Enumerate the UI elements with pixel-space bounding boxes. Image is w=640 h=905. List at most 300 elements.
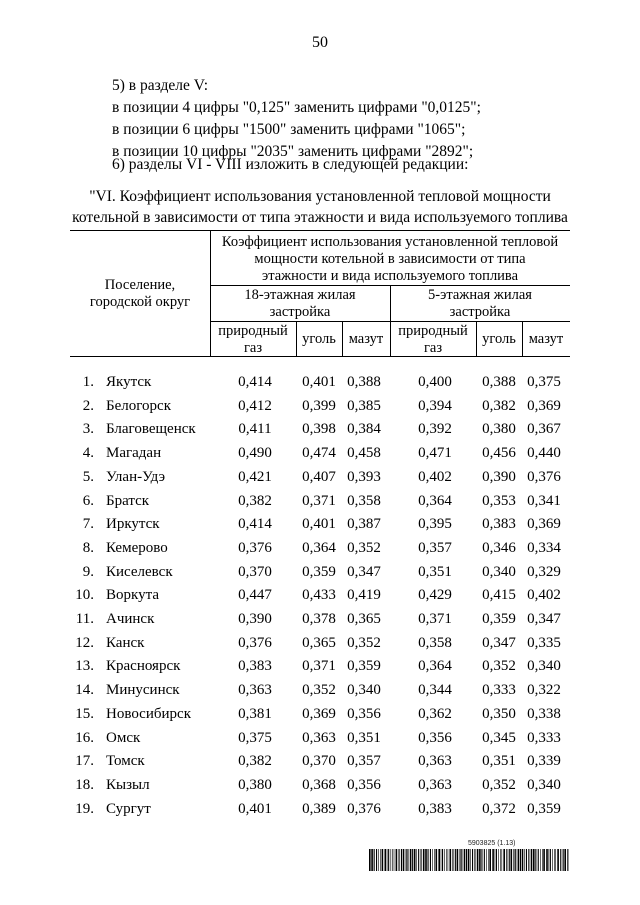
- row-value: 0,392: [418, 421, 452, 438]
- row-value: 0,456: [482, 445, 516, 462]
- row-city: Омск: [106, 729, 141, 746]
- row-value: 0,359: [482, 611, 516, 627]
- table-row: [0, 753, 640, 777]
- row-value: 0,375: [527, 374, 561, 390]
- row-value: 0,367: [527, 421, 561, 438]
- barcode-icon: [369, 849, 570, 871]
- row-value: 0,351: [418, 563, 452, 580]
- row-city: Канск: [106, 634, 145, 651]
- row-value: 0,371: [302, 492, 336, 509]
- barcode-bar: [513, 849, 514, 871]
- barcode-bar: [554, 849, 555, 871]
- barcode-bar: [403, 849, 405, 871]
- barcode-bar: [378, 849, 379, 871]
- barcode-bar: [460, 849, 461, 871]
- row-value: 0,389: [302, 800, 336, 817]
- row-value: 0,387: [347, 516, 381, 533]
- barcode-bar: [567, 849, 568, 871]
- row-city: Воркута: [106, 587, 159, 604]
- barcode-bar: [524, 849, 525, 871]
- row-value: 0,356: [347, 776, 381, 793]
- row-value: 0,440: [527, 445, 561, 462]
- row-number: 8.: [82, 539, 94, 556]
- row-city: Якутск: [106, 374, 152, 390]
- row-value: 0,395: [418, 516, 452, 533]
- row-city: Новосибирск: [106, 705, 191, 722]
- table-row: [0, 374, 640, 398]
- barcode-bar: [477, 849, 479, 871]
- row-value: 0,351: [482, 753, 516, 770]
- group-18-floor-header: [210, 287, 390, 321]
- barcode-bar: [387, 849, 388, 871]
- barcode-bar: [461, 849, 462, 871]
- barcode-bar: [543, 849, 545, 871]
- row-value: 0,340: [482, 563, 516, 580]
- barcode-bar: [466, 849, 467, 871]
- barcode-bar: [526, 849, 527, 871]
- table-row: [0, 564, 640, 588]
- table-row: [0, 611, 640, 635]
- header-text-line: газ: [243, 340, 263, 356]
- row-number: 12.: [75, 634, 94, 651]
- barcode-bar: [563, 849, 564, 871]
- row-number: 19.: [75, 800, 94, 817]
- barcode-bar: [564, 849, 566, 871]
- table-row: [0, 730, 640, 754]
- row-number: 10.: [75, 587, 94, 604]
- row-number: 11.: [75, 611, 94, 627]
- barcode-bar: [442, 849, 443, 871]
- table-row: [0, 516, 640, 540]
- row-value: 0,370: [238, 563, 272, 580]
- row-value: 0,383: [418, 800, 452, 817]
- row-value: 0,364: [302, 539, 336, 556]
- barcode-bar: [489, 849, 491, 871]
- barcode-bar: [520, 849, 521, 871]
- row-value: 0,359: [302, 563, 336, 580]
- row-city: Кемерово: [106, 539, 168, 556]
- fuel-oil-header: мазут: [348, 331, 384, 347]
- barcode-bar: [434, 849, 435, 871]
- row-value: 0,401: [238, 800, 272, 817]
- barcode-bar: [414, 849, 416, 871]
- row-value: 0,352: [302, 682, 336, 699]
- row-value: 0,388: [482, 374, 516, 390]
- table-row: [0, 801, 640, 825]
- barcode-bar: [376, 849, 377, 871]
- row-value: 0,345: [482, 729, 516, 746]
- row-value: 0,398: [302, 421, 336, 438]
- barcode-bar: [503, 849, 505, 871]
- row-value: 0,333: [482, 682, 516, 699]
- barcode-bar: [470, 849, 471, 871]
- row-value: 0,369: [527, 397, 561, 414]
- row-value: 0,340: [347, 682, 381, 699]
- row-value: 0,407: [302, 468, 336, 485]
- row-value: 0,359: [347, 658, 381, 675]
- paragraph-line: 5) в разделе V:: [112, 77, 209, 94]
- row-value: 0,380: [238, 776, 272, 793]
- barcode-bar: [401, 849, 402, 871]
- row-number: 4.: [82, 445, 94, 462]
- header-text-line: застройка: [269, 304, 331, 320]
- barcode-bar: [540, 849, 541, 871]
- barcode-bar: [394, 849, 395, 871]
- barcode-bar: [518, 849, 520, 871]
- barcode-bar: [457, 849, 459, 871]
- barcode-bar: [464, 849, 466, 871]
- row-value: 0,414: [238, 516, 272, 533]
- row-value: 0,376: [238, 539, 272, 556]
- row-value: 0,351: [347, 729, 381, 746]
- table-row: [0, 421, 640, 445]
- barcode-bar: [492, 849, 494, 871]
- barcode-bar: [481, 849, 482, 871]
- row-value: 0,382: [238, 492, 272, 509]
- row-value: 0,402: [527, 587, 561, 604]
- table-row: [0, 445, 640, 469]
- barcode-bar: [531, 849, 533, 871]
- row-value: 0,356: [347, 705, 381, 722]
- row-value: 0,352: [347, 539, 381, 556]
- settlement-column-header: [70, 277, 210, 311]
- row-city: Белогорск: [106, 397, 171, 414]
- barcode-bar: [528, 849, 529, 871]
- row-value: 0,376: [347, 800, 381, 817]
- row-number: 2.: [82, 397, 94, 414]
- row-value: 0,340: [527, 776, 561, 793]
- barcode-bar: [500, 849, 501, 871]
- row-value: 0,399: [302, 397, 336, 414]
- row-value: 0,433: [302, 587, 336, 604]
- row-value: 0,390: [238, 611, 272, 627]
- row-number: 18.: [75, 776, 94, 793]
- barcode-bar: [406, 849, 407, 871]
- barcode-bar: [423, 849, 425, 871]
- row-number: 9.: [82, 563, 94, 580]
- barcode-bar: [474, 849, 475, 871]
- row-value: 0,471: [418, 445, 452, 462]
- table-row: [0, 635, 640, 659]
- row-value: 0,357: [347, 753, 381, 770]
- row-number: 7.: [82, 516, 94, 533]
- row-value: 0,353: [482, 492, 516, 509]
- row-value: 0,421: [238, 468, 272, 485]
- row-value: 0,376: [527, 468, 561, 485]
- barcode-bar: [441, 849, 442, 871]
- row-value: 0,402: [418, 468, 452, 485]
- row-value: 0,474: [302, 445, 336, 462]
- barcode-bar: [450, 849, 452, 871]
- row-number: 15.: [75, 705, 94, 722]
- table-row: [0, 469, 640, 493]
- row-value: 0,411: [238, 421, 272, 438]
- barcode-bar: [509, 849, 510, 871]
- row-value: 0,447: [238, 587, 272, 604]
- barcode-bar: [410, 849, 412, 871]
- barcode-bar: [371, 849, 373, 871]
- table-row: [0, 777, 640, 801]
- header-text-line: городской округ: [89, 294, 191, 310]
- barcode-bar: [407, 849, 408, 871]
- row-value: 0,372: [482, 800, 516, 817]
- row-number: 3.: [82, 421, 94, 438]
- group-5-floor-header: [390, 287, 570, 321]
- barcode-bar: [535, 849, 536, 871]
- barcode-bar: [385, 849, 387, 871]
- row-value: 0,362: [418, 705, 452, 722]
- row-value: 0,352: [482, 658, 516, 675]
- row-value: 0,371: [418, 611, 452, 627]
- row-city: Ачинск: [106, 611, 155, 627]
- row-value: 0,363: [418, 753, 452, 770]
- row-value: 0,338: [527, 705, 561, 722]
- row-number: 13.: [75, 658, 94, 675]
- table-top-border: [70, 230, 570, 231]
- row-value: 0,380: [482, 421, 516, 438]
- barcode-bar: [546, 849, 548, 871]
- barcode-bar: [436, 849, 438, 871]
- barcode-bar: [488, 849, 489, 871]
- row-value: 0,350: [482, 705, 516, 722]
- barcode-bar: [533, 849, 535, 871]
- barcode-bar: [538, 849, 539, 871]
- row-value: 0,363: [418, 776, 452, 793]
- barcode-bar: [452, 849, 453, 871]
- row-value: 0,369: [527, 516, 561, 533]
- barcode-bar: [560, 849, 561, 871]
- row-value: 0,352: [482, 776, 516, 793]
- row-value: 0,393: [347, 468, 381, 485]
- barcode-number: 5903825 (1.13): [468, 840, 516, 847]
- table-row: [0, 682, 640, 706]
- barcode-bar: [396, 849, 398, 871]
- fuel-gas-header: [210, 323, 296, 357]
- barcode-bar: [382, 849, 384, 871]
- barcode-bar: [448, 849, 449, 871]
- barcode-bar: [506, 849, 507, 871]
- table-divider: [210, 321, 570, 322]
- barcode-bar: [369, 849, 371, 871]
- row-value: 0,365: [347, 611, 381, 627]
- row-city: Иркутск: [106, 516, 160, 533]
- paragraph-line: 6) разделы VI - VIII изложить в следующей редакции:: [112, 156, 469, 173]
- row-value: 0,347: [527, 611, 561, 627]
- header-text-line: природный: [398, 323, 468, 339]
- barcode-bar: [542, 849, 543, 871]
- row-value: 0,340: [527, 658, 561, 675]
- barcode-bar: [498, 849, 499, 871]
- table-row: [0, 493, 640, 517]
- paragraph-line: в позиции 6 цифры "1500" заменить цифрами "1065";: [112, 121, 466, 138]
- row-value: 0,352: [347, 634, 381, 651]
- row-value: 0,333: [527, 729, 561, 746]
- row-value: 0,347: [482, 634, 516, 651]
- row-value: 0,363: [238, 682, 272, 699]
- header-text-line: Коэффициент использования установленной тепловой: [221, 234, 559, 250]
- table-row: [0, 398, 640, 422]
- row-number: 5.: [82, 468, 94, 485]
- row-number: 14.: [75, 682, 94, 699]
- barcode-bar: [550, 849, 551, 871]
- table-row: [0, 540, 640, 564]
- barcode-bar: [557, 849, 559, 871]
- row-value: 0,329: [527, 563, 561, 580]
- row-value: 0,365: [302, 634, 336, 651]
- row-value: 0,400: [418, 374, 452, 390]
- section-title: [40, 186, 600, 228]
- fuel-coal-header: уголь: [302, 331, 336, 347]
- row-value: 0,322: [527, 682, 561, 699]
- row-value: 0,401: [302, 374, 336, 390]
- header-text-line: Поселение,: [104, 277, 176, 293]
- barcode-bar: [468, 849, 470, 871]
- row-value: 0,382: [238, 753, 272, 770]
- table-row: [0, 587, 640, 611]
- barcode-bar: [484, 849, 485, 871]
- barcode-bar: [444, 849, 445, 871]
- row-value: 0,347: [347, 563, 381, 580]
- row-value: 0,401: [302, 516, 336, 533]
- fuel-gas-header: [390, 323, 476, 357]
- row-value: 0,371: [302, 658, 336, 675]
- row-city: Минусинск: [106, 682, 180, 699]
- barcode-bar: [555, 849, 556, 871]
- row-value: 0,419: [347, 587, 381, 604]
- page-number: 50: [312, 34, 328, 51]
- header-text-line: застройка: [449, 304, 511, 320]
- header-text-line: природный: [218, 323, 288, 339]
- table-header-bottom-border: [70, 356, 570, 357]
- header-text-line: 18-этажная жилая: [244, 287, 356, 303]
- row-value: 0,490: [238, 445, 272, 462]
- row-value: 0,383: [238, 658, 272, 675]
- row-city: Томск: [106, 753, 145, 770]
- barcode-bar: [374, 849, 375, 871]
- row-number: 16.: [75, 729, 94, 746]
- row-value: 0,384: [347, 421, 381, 438]
- row-city: Магадан: [106, 445, 162, 462]
- barcode-bar: [496, 849, 497, 871]
- row-city: Улан-Удэ: [106, 468, 166, 485]
- barcode-bar: [479, 849, 481, 871]
- row-value: 0,357: [418, 539, 452, 556]
- barcode-bar: [380, 849, 381, 871]
- barcode-bar: [472, 849, 473, 871]
- barcode-bar: [552, 849, 553, 871]
- row-value: 0,334: [527, 539, 561, 556]
- table-row: [0, 706, 640, 730]
- header-text-line: этажности и вида используемого топлива: [261, 268, 519, 284]
- barcode-bar: [421, 849, 422, 871]
- barcode-bar: [432, 849, 433, 871]
- row-value: 0,388: [347, 374, 381, 390]
- row-value: 0,394: [418, 397, 452, 414]
- row-value: 0,382: [482, 397, 516, 414]
- row-value: 0,385: [347, 397, 381, 414]
- row-value: 0,378: [302, 611, 336, 627]
- barcode-bar: [391, 849, 392, 871]
- table-row: [0, 658, 640, 682]
- barcode-bar: [446, 849, 447, 871]
- row-number: 6.: [82, 492, 94, 509]
- fuel-oil-header: мазут: [528, 331, 564, 347]
- barcode-bar: [515, 849, 516, 871]
- row-value: 0,368: [302, 776, 336, 793]
- barcode-bar: [425, 849, 427, 871]
- row-value: 0,376: [238, 634, 272, 651]
- barcode-bar: [495, 849, 496, 871]
- barcode-bar: [455, 849, 456, 871]
- row-city: Красноярск: [106, 658, 181, 675]
- row-value: 0,381: [238, 705, 272, 722]
- row-value: 0,356: [418, 729, 452, 746]
- section-title-line: котельной в зависимости от типа этажности и вида используемого топлива: [72, 209, 568, 226]
- header-text-line: газ: [423, 340, 443, 356]
- paragraph-line: в позиции 4 цифры "0,125" заменить цифрами "0,0125";: [112, 99, 481, 116]
- barcode-bar: [430, 849, 431, 871]
- barcode-bar: [416, 849, 417, 871]
- row-value: 0,383: [482, 516, 516, 533]
- barcode-bar: [502, 849, 503, 871]
- row-value: 0,375: [238, 729, 272, 746]
- section-title-line: "VI. Коэффициент использования установленной тепловой мощности: [89, 188, 551, 205]
- row-value: 0,415: [482, 587, 516, 604]
- row-value: 0,458: [347, 445, 381, 462]
- barcode-bar: [388, 849, 389, 871]
- row-value: 0,390: [482, 468, 516, 485]
- row-value: 0,358: [418, 634, 452, 651]
- row-value: 0,358: [347, 492, 381, 509]
- row-value: 0,370: [302, 753, 336, 770]
- barcode-bar: [428, 849, 429, 871]
- row-value: 0,414: [238, 374, 272, 390]
- row-value: 0,344: [418, 682, 452, 699]
- barcode-bar: [511, 849, 513, 871]
- row-value: 0,412: [238, 397, 272, 414]
- barcode-bar: [486, 849, 487, 871]
- barcode-bar: [412, 849, 413, 871]
- barcode-bar: [399, 849, 400, 871]
- row-value: 0,364: [418, 658, 452, 675]
- row-value: 0,429: [418, 587, 452, 604]
- coefficient-column-header: [210, 234, 570, 285]
- row-value: 0,346: [482, 539, 516, 556]
- row-value: 0,369: [302, 705, 336, 722]
- barcode-bar: [418, 849, 419, 871]
- barcode-bar: [438, 849, 440, 871]
- row-value: 0,335: [527, 634, 561, 651]
- fuel-coal-header: уголь: [482, 331, 516, 347]
- row-city: Кызыл: [106, 776, 150, 793]
- barcode-bar: [549, 849, 550, 871]
- barcode-bar: [522, 849, 524, 871]
- row-number: 17.: [75, 753, 94, 770]
- row-city: Киселевск: [106, 563, 173, 580]
- row-city: Благовещенск: [106, 421, 196, 438]
- row-value: 0,363: [302, 729, 336, 746]
- paragraph-line: в позиции 10 цифры "2035" заменить цифрами "2892";: [112, 143, 474, 160]
- header-text-line: мощности котельной в зависимости от типа: [254, 251, 526, 267]
- row-city: Братск: [106, 492, 150, 509]
- row-value: 0,341: [527, 492, 561, 509]
- row-value: 0,339: [527, 753, 561, 770]
- header-text-line: 5-этажная жилая: [428, 287, 532, 303]
- barcode-bar: [392, 849, 393, 871]
- row-city: Сургут: [106, 800, 151, 817]
- row-value: 0,359: [527, 800, 561, 817]
- row-value: 0,364: [418, 492, 452, 509]
